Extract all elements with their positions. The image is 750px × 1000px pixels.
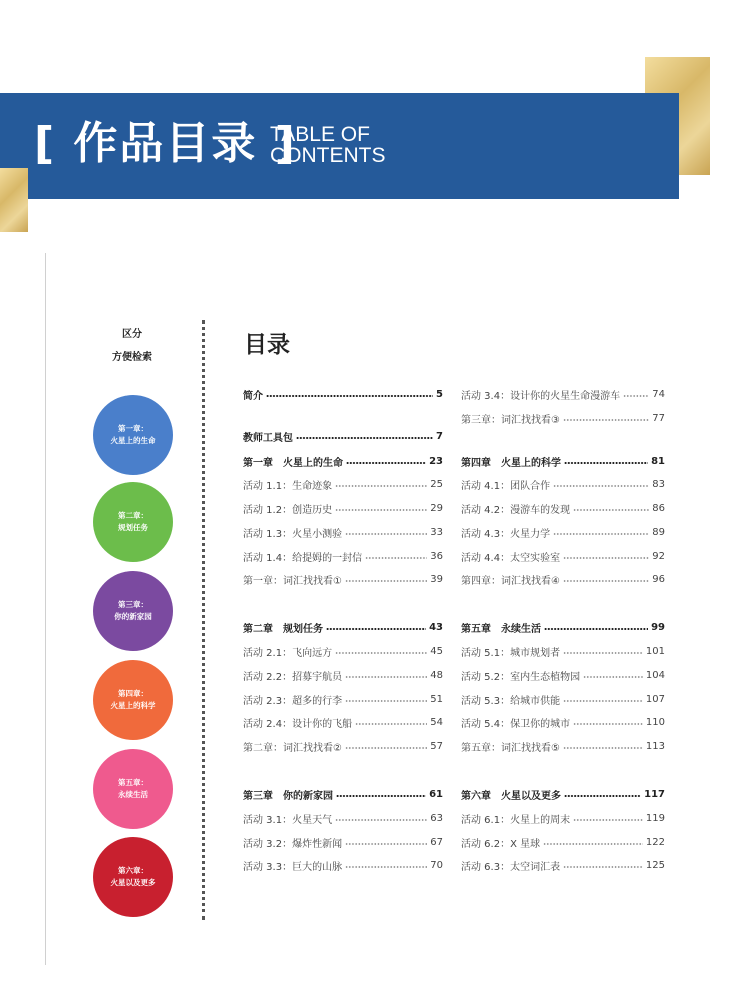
toc-entry[interactable] [461, 476, 665, 492]
toc-entry-title: 活动 2.3：超多的行李 [243, 695, 343, 707]
toc-entry[interactable] [461, 386, 665, 402]
toc-entry-page: 57 [430, 740, 443, 752]
toc-entry[interactable] [461, 857, 665, 873]
toc-entry-page: 107 [645, 693, 665, 705]
toc-entry-page: 104 [645, 669, 665, 681]
toc-entry-page: 67 [430, 836, 443, 848]
toc-entry[interactable] [243, 500, 443, 516]
toc-entry-title: 第四章 火星上的科学 [461, 457, 561, 469]
toc-entry-title: 活动 6.2：X 星球 [461, 838, 541, 850]
toc-entry-title: 活动 2.2：招募宇航员 [243, 671, 343, 683]
toc-leader-dots [544, 623, 648, 631]
toc-entry-page: 23 [429, 455, 443, 467]
toc-entry[interactable] [243, 643, 443, 659]
banner-title-cn: [ 作品目录 ] [34, 118, 297, 169]
toc-entry-page: 101 [645, 645, 665, 657]
toc-entry-page: 96 [652, 573, 665, 585]
toc-entry-title: 活动 4.3：火星力学 [461, 528, 551, 540]
sidebar-subtitle: 方便检索 [112, 352, 152, 363]
chapter-tab-title: 永续生活 [118, 790, 148, 799]
toc-entry-page: 7 [436, 430, 443, 442]
toc-entry[interactable] [243, 738, 443, 754]
page-edge-line [45, 253, 46, 965]
toc-leader-dots [553, 480, 649, 488]
toc-entry[interactable] [461, 643, 665, 659]
banner-title-en-line1: TABLE OF [270, 123, 370, 146]
toc-entry-page: 36 [430, 550, 443, 562]
toc-entry[interactable] [461, 667, 665, 683]
toc-entry[interactable] [461, 714, 665, 730]
toc-entry-title: 活动 3.3：巨大的山脉 [243, 861, 343, 873]
toc-entry-title: 活动 1.4：给提姆的一封信 [243, 552, 363, 564]
toc-leader-dots [345, 575, 427, 583]
toc-entry-title: 活动 4.2：漫游车的发现 [461, 504, 571, 516]
toc-entry[interactable] [243, 810, 443, 826]
toc-leader-dots [623, 390, 649, 398]
toc-entry[interactable] [243, 667, 443, 683]
toc-entry-page: 99 [651, 621, 665, 633]
chapter-tab-1[interactable] [93, 395, 173, 475]
toc-entry-page: 29 [430, 502, 443, 514]
toc-leader-dots [583, 671, 643, 679]
toc-entry-title: 活动 5.1：城市规划者 [461, 647, 561, 659]
toc-heading: 目录 [244, 332, 290, 358]
toc-leader-dots [326, 623, 426, 631]
toc-entry-page: 92 [652, 550, 665, 562]
toc-entry-title: 第一章 火星上的生命 [243, 457, 343, 469]
gold-accent-bottom-left [0, 168, 28, 232]
toc-entry[interactable] [461, 619, 665, 635]
chapter-tab-number: 第一章： [118, 424, 148, 433]
banner-title-en-line2: CONTENTS [270, 144, 386, 167]
toc-leader-dots [345, 528, 427, 536]
toc-entry-title: 活动 2.1：飞向远方 [243, 647, 333, 659]
toc-leader-dots [573, 718, 643, 726]
toc-entry[interactable] [243, 524, 443, 540]
toc-entry-title: 第一章：词汇找找看① [243, 575, 342, 587]
toc-leader-dots [345, 861, 427, 869]
toc-entry-page: 25 [430, 478, 443, 490]
toc-entry-title: 第三章 你的新家园 [243, 790, 333, 802]
toc-entry-page: 81 [651, 455, 665, 467]
toc-entry[interactable] [461, 524, 665, 540]
toc-leader-dots [345, 671, 427, 679]
toc-leader-dots [345, 695, 427, 703]
toc-leader-dots [266, 390, 433, 398]
toc-entry[interactable] [461, 738, 665, 754]
chapter-tab-number: 第四章： [118, 689, 148, 698]
toc-entry-title: 活动 6.3：太空词汇表 [461, 861, 561, 873]
toc-leader-dots [563, 414, 649, 422]
toc-entry[interactable] [243, 786, 443, 802]
toc-entry-title: 第六章 火星以及更多 [461, 790, 561, 802]
chapter-tab-number: 第六章： [118, 866, 148, 875]
toc-entry-title: 教师工具包 [243, 432, 293, 444]
toc-entry-page: 119 [645, 812, 665, 824]
toc-entry-page: 61 [429, 788, 443, 800]
toc-entry-title: 活动 3.4：设计你的火星生命漫游车 [461, 390, 621, 402]
toc-entry-page: 83 [652, 478, 665, 490]
toc-entry[interactable] [243, 428, 443, 444]
toc-leader-dots [573, 814, 643, 822]
toc-entry-title: 第二章 规划任务 [243, 623, 323, 635]
toc-entry-page: 33 [430, 526, 443, 538]
toc-entry[interactable] [461, 786, 665, 802]
toc-entry-title: 活动 5.4：保卫你的城市 [461, 718, 571, 730]
toc-leader-dots [564, 790, 641, 798]
toc-entry-page: 45 [430, 645, 443, 657]
toc-entry-page: 74 [652, 388, 665, 400]
chapter-tab-6[interactable] [93, 837, 173, 917]
toc-leader-dots [336, 790, 426, 798]
toc-leader-dots [345, 742, 427, 750]
toc-entry-page: 125 [645, 859, 665, 871]
chapter-tab-title: 火星上的生命 [110, 436, 156, 445]
chapter-tab-title: 火星上的科学 [110, 701, 156, 710]
chapter-tab-4[interactable] [93, 660, 173, 740]
toc-entry[interactable] [243, 476, 443, 492]
toc-entry-page: 39 [430, 573, 443, 585]
toc-entry-page: 122 [645, 836, 665, 848]
toc-leader-dots [564, 457, 648, 465]
toc-entry-title: 活动 1.1：生命迹象 [243, 480, 333, 492]
toc-leader-dots [335, 480, 427, 488]
toc-entry-page: 43 [429, 621, 443, 633]
toc-entry[interactable] [243, 619, 443, 635]
toc-leader-dots [335, 814, 427, 822]
toc-entry[interactable] [243, 834, 443, 850]
toc-entry[interactable] [243, 691, 443, 707]
toc-entry-title: 第五章：词汇找找看⑤ [461, 742, 560, 754]
toc-leader-dots [563, 552, 649, 560]
toc-entry[interactable] [243, 453, 443, 469]
toc-entry-title: 第四章：词汇找找看④ [461, 575, 560, 587]
toc-leader-dots [543, 838, 643, 846]
toc-entry-title: 第五章 永续生活 [461, 623, 541, 635]
toc-entry-page: 70 [430, 859, 443, 871]
toc-leader-dots [563, 647, 643, 655]
toc-entry[interactable] [461, 548, 665, 564]
toc-leader-dots [355, 718, 427, 726]
toc-leader-dots [365, 552, 427, 560]
sidebar-dotted-divider [202, 320, 205, 920]
chapter-tab-number: 第三章： [118, 600, 148, 609]
toc-entry[interactable] [461, 500, 665, 516]
toc-entry-title: 活动 4.1：团队合作 [461, 480, 551, 492]
toc-entry-page: 86 [652, 502, 665, 514]
toc-leader-dots [296, 432, 433, 440]
banner-title-en [270, 124, 386, 166]
toc-entry[interactable] [461, 810, 665, 826]
toc-leader-dots [573, 504, 649, 512]
toc-entry[interactable] [243, 714, 443, 730]
chapter-tab-number: 第五章： [118, 778, 148, 787]
toc-entry-title: 活动 1.3：火星小测验 [243, 528, 343, 540]
toc-entry[interactable] [243, 857, 443, 873]
chapter-tab-title: 规划任务 [118, 523, 148, 532]
toc-entry-page: 117 [644, 788, 665, 800]
toc-entry-title: 活动 5.2：室内生态植物园 [461, 671, 581, 683]
toc-entry-page: 51 [430, 693, 443, 705]
toc-entry-title: 第二章：词汇找找看② [243, 742, 342, 754]
toc-leader-dots [335, 504, 427, 512]
chapter-tab-number: 第二章： [118, 511, 148, 520]
toc-leader-dots [346, 457, 426, 465]
toc-entry-page: 5 [436, 388, 443, 400]
toc-entry-title: 活动 4.4：太空实验室 [461, 552, 561, 564]
toc-leader-dots [563, 861, 643, 869]
toc-entry[interactable] [461, 410, 665, 426]
toc-entry-page: 89 [652, 526, 665, 538]
toc-entry[interactable] [461, 453, 665, 469]
toc-entry-page: 54 [430, 716, 443, 728]
chapter-tab-title: 你的新家园 [114, 612, 152, 621]
toc-leader-dots [553, 528, 649, 536]
toc-entry-title: 活动 1.2：创造历史 [243, 504, 333, 516]
toc-entry[interactable] [243, 386, 443, 402]
toc-entry-page: 77 [652, 412, 665, 424]
toc-entry[interactable] [461, 571, 665, 587]
toc-entry-page: 113 [645, 740, 665, 752]
toc-entry-title: 简介 [243, 390, 263, 402]
toc-entry-page: 48 [430, 669, 443, 681]
toc-entry[interactable] [461, 834, 665, 850]
toc-entry[interactable] [243, 548, 443, 564]
chapter-tab-5[interactable] [93, 749, 173, 829]
toc-leader-dots [563, 695, 643, 703]
chapter-tab-3[interactable] [93, 571, 173, 651]
toc-entry-title: 活动 3.1：火星天气 [243, 814, 333, 826]
toc-leader-dots [345, 838, 427, 846]
toc-entry-title: 活动 3.2：爆炸性新闻 [243, 838, 343, 850]
toc-leader-dots [563, 742, 643, 750]
chapter-tab-2[interactable] [93, 482, 173, 562]
toc-entry-page: 63 [430, 812, 443, 824]
toc-entry-page: 110 [645, 716, 665, 728]
toc-entry[interactable] [461, 691, 665, 707]
toc-entry-title: 第三章：词汇找找看③ [461, 414, 560, 426]
toc-leader-dots [563, 575, 649, 583]
toc-entry-title: 活动 6.1：火星上的周末 [461, 814, 571, 826]
sidebar-title: 区分 [122, 329, 142, 340]
toc-entry[interactable] [243, 571, 443, 587]
toc-entry-title: 活动 5.3：给城市供能 [461, 695, 561, 707]
toc-leader-dots [335, 647, 427, 655]
toc-entry-title: 活动 2.4：设计你的飞船 [243, 718, 353, 730]
chapter-tab-title: 火星以及更多 [110, 878, 156, 887]
